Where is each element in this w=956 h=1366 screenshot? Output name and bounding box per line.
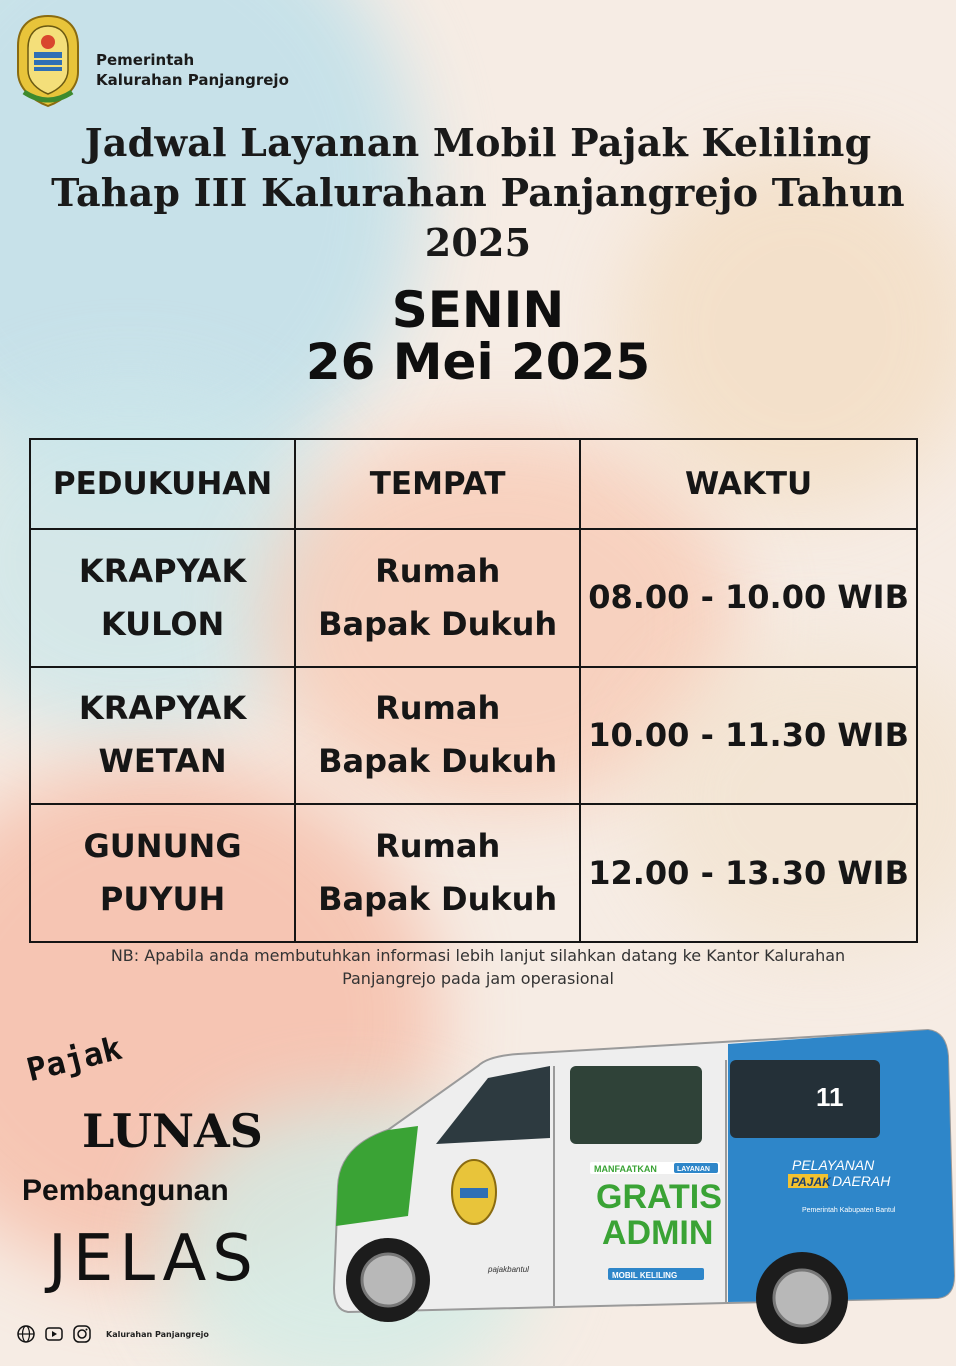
cell-pedukuhan [30,529,295,667]
schedule-date-text: 26 Mei 2025 [305,333,651,391]
pedukuhan-line-1: KRAPYAK [78,689,247,728]
cell-tempat [295,529,580,667]
van-pelayanan: PELAYANAN [792,1157,875,1173]
slogan-pajak: Pajak [22,1028,126,1090]
van-gratis: GRATIS [596,1178,722,1216]
tempat-line-1: Rumah [375,551,501,590]
tempat-line-2: Bapak Dukuh [318,880,558,919]
van-pill-text: MANFAATKAN [594,1164,657,1174]
van-number: 11 [816,1082,844,1112]
cell-tempat [295,804,580,942]
tempat-line-1: Rumah [375,827,501,866]
cell-tempat [295,667,580,805]
footer-label: Kalurahan Panjangrejo [106,1329,209,1339]
schedule-date [0,281,956,391]
table-header-row [30,439,917,529]
pedukuhan-line-1: GUNUNG [83,827,242,866]
column-header-tempat: TEMPAT [295,439,580,529]
van-pajak: PAJAK [791,1175,831,1189]
table-row [30,804,917,942]
column-header-waktu: WAKTU [580,439,917,529]
cell-waktu: 08.00 - 10.00 WIB [580,529,917,667]
cell-pedukuhan [30,804,295,942]
footnote [60,944,896,990]
cell-waktu: 12.00 - 13.30 WIB [580,804,917,942]
youtube-icon[interactable] [44,1324,64,1344]
org-name [96,50,289,90]
instagram-icon[interactable] [72,1324,92,1344]
table-row [30,529,917,667]
slogan-jelas: JELAS [48,1222,259,1296]
title-line-2: Tahap III Kalurahan Panjangrejo Tahun 2025 [51,170,905,265]
pedukuhan-line-2: PUYUH [99,880,226,919]
slogan-pembangunan: Pembangunan [22,1174,229,1207]
slogan-lunas: LUNAS [82,1104,263,1158]
tempat-line-2: Bapak Dukuh [318,604,558,643]
pedukuhan-line-2: KULON [100,604,225,643]
social-links [16,1324,209,1344]
cell-waktu: 10.00 - 11.30 WIB [580,667,917,805]
schedule-day: SENIN [391,281,565,339]
van-mobil-keliling: MOBIL KELILING [612,1271,678,1280]
cell-pedukuhan [30,667,295,805]
schedule-table [29,438,918,943]
column-header-pedukuhan: PEDUKUHAN [30,439,295,529]
van-pemkab: Pemerintah Kabupaten Bantul [802,1207,896,1214]
van-pill-text-2: LAYANAN [677,1166,710,1173]
pedukuhan-line-2: WETAN [98,742,227,781]
table-row [30,667,917,805]
van-handle: pajakbantul [488,1265,529,1274]
tempat-line-1: Rumah [375,689,501,728]
org-line-1: Pemerintah [96,51,195,69]
footnote-line-2: Panjangrejo pada jam operasional [342,969,614,988]
org-line-2: Kalurahan Panjangrejo [96,71,289,89]
van-admin: ADMIN [602,1214,714,1252]
kalurahan-emblem-icon [14,12,82,110]
globe-icon[interactable] [16,1324,36,1344]
title-line-1: Jadwal Layanan Mobil Pajak Keliling [84,120,872,165]
page-title [0,118,956,268]
tempat-line-2: Bapak Dukuh [318,742,558,781]
pedukuhan-line-1: KRAPYAK [78,551,247,590]
footnote-line-1: NB: Apabila anda membutuhkan informasi lebih lanjut silahkan datang ke Kantor Kalurahan [110,946,846,965]
van-daerah: DAERAH [832,1173,891,1189]
tax-service-van [328,1026,956,1348]
